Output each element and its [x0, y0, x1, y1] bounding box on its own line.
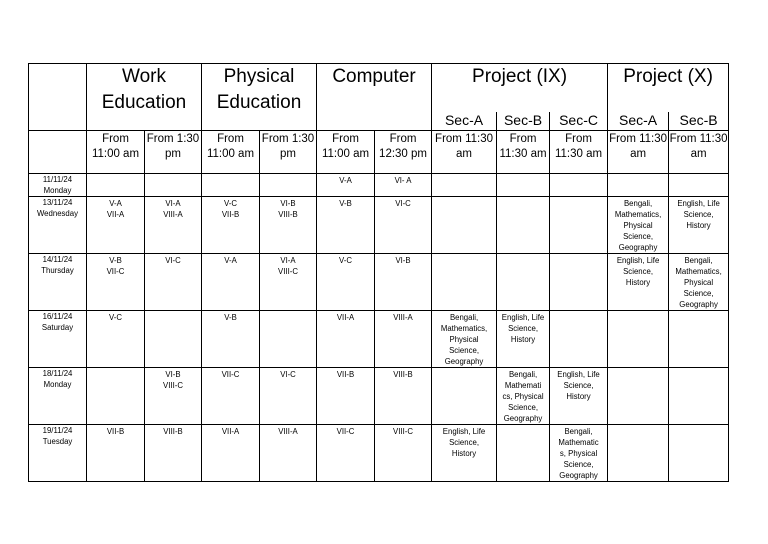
schedule-cell	[608, 197, 669, 254]
schedule-cell	[260, 197, 317, 254]
cell-line: History	[451, 449, 477, 458]
cell-line: English, Life	[616, 256, 660, 265]
cell-line: VI-C	[165, 256, 181, 265]
time-header-blank	[29, 131, 87, 174]
schedule-cell	[260, 311, 317, 368]
weekday-text: Monday	[43, 186, 72, 195]
table-row	[29, 254, 729, 311]
date-cell	[29, 254, 87, 311]
schedule-cell	[145, 311, 202, 368]
schedule-cell	[260, 425, 317, 482]
section-x-a: Sec-A	[608, 112, 669, 131]
cell-line: VIII-A	[393, 313, 413, 322]
cell-line: V-A	[109, 199, 122, 208]
cell-line: VII-A	[221, 427, 240, 436]
schedule-cell	[669, 311, 729, 368]
cell-line: V-A	[339, 176, 352, 185]
section-ix-b: Sec-B	[497, 112, 550, 131]
header-project-ix: Project (IX)	[432, 64, 608, 112]
header-computer: Computer	[317, 64, 432, 131]
date-cell	[29, 368, 87, 425]
schedule-cell	[497, 174, 550, 197]
section-ix-a: Sec-A	[432, 112, 497, 131]
schedule-cell	[202, 425, 260, 482]
cell-line: Science,	[508, 324, 538, 333]
cell-line: Physical	[684, 278, 714, 287]
cell-line: cs, Physical	[502, 392, 544, 401]
cell-line: English, Life	[557, 370, 600, 379]
date-text: 13/11/24	[42, 198, 73, 207]
time-slot-cell: From 11:00 am	[202, 131, 260, 174]
time-slot-cell: From 11:30 am	[550, 131, 608, 174]
cell-line: VIII-A	[278, 427, 298, 436]
date-text: 14/11/24	[42, 255, 73, 264]
section-x-b: Sec-B	[669, 112, 729, 131]
time-slot-cell: From 12:30 pm	[375, 131, 432, 174]
date-cell	[29, 425, 87, 482]
cell-line: V-A	[224, 256, 237, 265]
schedule-cell	[87, 368, 145, 425]
cell-line: VII-A	[336, 313, 355, 322]
time-slot-cell: From 11:30 am	[669, 131, 729, 174]
table-row	[29, 311, 729, 368]
cell-line: V-B	[339, 199, 352, 208]
schedule-cell	[550, 425, 608, 482]
schedule-cell	[432, 174, 497, 197]
header-project-x: Project (X)	[608, 64, 729, 112]
cell-line: Science,	[508, 403, 538, 412]
date-cell	[29, 197, 87, 254]
cell-line: VII-B	[221, 210, 240, 219]
schedule-cell	[497, 254, 550, 311]
cell-line: Mathematics,	[675, 267, 722, 276]
date-text: 11/11/24	[42, 175, 73, 184]
cell-line: Mathematics,	[614, 210, 662, 219]
cell-line: History	[686, 221, 711, 230]
weekday-text: Tuesday	[42, 437, 73, 446]
cell-line: Mathematics,	[440, 324, 488, 333]
time-slot-cell: From 11:00 am	[87, 131, 145, 174]
cell-line: Science,	[683, 210, 714, 219]
schedule-cell	[87, 197, 145, 254]
time-slot-cell: From 1:30 pm	[145, 131, 202, 174]
schedule-cell	[317, 368, 375, 425]
schedule-cell	[375, 368, 432, 425]
schedule-cell	[497, 368, 550, 425]
schedule-cell	[202, 174, 260, 197]
date-text: 18/11/24	[42, 369, 73, 378]
cell-line: V-C	[109, 313, 122, 322]
schedule-cell	[317, 174, 375, 197]
schedule-cell	[145, 368, 202, 425]
cell-line: Science,	[449, 346, 479, 355]
schedule-cell	[375, 174, 432, 197]
cell-line: VI-A	[280, 256, 296, 265]
header-work-education: Work Education	[87, 64, 202, 131]
schedule-cell	[317, 425, 375, 482]
schedule-cell	[202, 311, 260, 368]
schedule-cell	[317, 197, 375, 254]
schedule-cell	[375, 197, 432, 254]
cell-line: English, Life	[501, 313, 545, 322]
schedule-cell	[669, 425, 729, 482]
cell-line: Science,	[683, 289, 714, 298]
cell-line: Physical	[449, 335, 479, 344]
cell-line: V-B	[224, 313, 237, 322]
cell-line: VI-C	[280, 370, 296, 379]
schedule-cell	[608, 254, 669, 311]
cell-line: History	[510, 335, 536, 344]
cell-line: Science,	[623, 267, 654, 276]
cell-line: VII-A	[106, 210, 125, 219]
cell-line: VI-B	[395, 256, 411, 265]
schedule-cell	[608, 425, 669, 482]
cell-line: Geography	[679, 300, 718, 309]
cell-line: Bengali,	[564, 427, 593, 436]
cell-line: Geography	[503, 414, 543, 423]
table-row	[29, 368, 729, 425]
schedule-cell	[87, 425, 145, 482]
schedule-cell	[260, 174, 317, 197]
exam-schedule-table	[28, 63, 729, 482]
cell-line: English, Life	[677, 199, 720, 208]
cell-line: Science,	[623, 232, 654, 241]
cell-line: History	[625, 278, 651, 287]
schedule-cell	[375, 254, 432, 311]
schedule-cell	[375, 311, 432, 368]
cell-line: Bengali,	[449, 313, 479, 322]
schedule-cell	[145, 174, 202, 197]
cell-line: V-C	[224, 199, 237, 208]
schedule-cell	[432, 197, 497, 254]
weekday-text: Thursday	[41, 266, 74, 275]
cell-line: History	[566, 392, 591, 401]
schedule-cell	[550, 174, 608, 197]
schedule-cell	[375, 425, 432, 482]
cell-line: V-C	[339, 256, 353, 265]
cell-line: VIII-A	[163, 210, 183, 219]
schedule-cell	[550, 368, 608, 425]
weekday-text: Wednesday	[36, 209, 79, 218]
cell-line: VIII-C	[163, 381, 183, 390]
schedule-cell	[432, 368, 497, 425]
schedule-cell	[202, 368, 260, 425]
schedule-cell	[145, 425, 202, 482]
time-slot-cell: From 1:30 pm	[260, 131, 317, 174]
cell-line: Physical	[623, 221, 653, 230]
schedule-cell	[202, 254, 260, 311]
schedule-cell	[432, 254, 497, 311]
cell-line: Mathemati	[504, 381, 542, 390]
schedule-cell	[317, 311, 375, 368]
schedule-cell	[497, 311, 550, 368]
time-slot-cell: From 11:00 am	[317, 131, 375, 174]
schedule-cell	[202, 197, 260, 254]
schedule-cell	[608, 174, 669, 197]
schedule-cell	[317, 254, 375, 311]
cell-line: VI-B	[280, 199, 296, 208]
cell-line: Mathematic	[558, 438, 599, 447]
schedule-cell	[669, 368, 729, 425]
date-text: 16/11/24	[42, 312, 73, 321]
weekday-text: Monday	[43, 380, 72, 389]
weekday-text: Saturday	[41, 323, 74, 332]
cell-line: Science,	[449, 438, 479, 447]
time-slot-cell: From 11:30 am	[497, 131, 550, 174]
schedule-cell	[669, 254, 729, 311]
time-slot-cell: From 11:30 am	[608, 131, 669, 174]
cell-line: Geography	[559, 471, 598, 480]
cell-line: VIII-B	[278, 210, 298, 219]
section-ix-c: Sec-C	[550, 112, 608, 131]
cell-line: VII-B	[336, 370, 355, 379]
schedule-body	[29, 174, 729, 482]
cell-line: VII-B	[106, 427, 125, 436]
cell-line: VII-C	[336, 427, 355, 436]
table-row	[29, 425, 729, 482]
corner-cell	[29, 64, 87, 131]
cell-line: VI-A	[165, 199, 181, 208]
schedule-cell	[550, 197, 608, 254]
schedule-cell	[260, 254, 317, 311]
cell-line: VIII-C	[278, 267, 298, 276]
date-text: 19/11/24	[42, 426, 73, 435]
schedule-cell	[669, 174, 729, 197]
date-cell	[29, 174, 87, 197]
schedule-cell	[608, 368, 669, 425]
schedule-cell	[432, 311, 497, 368]
cell-line: Bengali,	[508, 370, 538, 379]
schedule-cell	[145, 197, 202, 254]
cell-line: VIII-B	[163, 427, 183, 436]
schedule-cell	[87, 254, 145, 311]
schedule-cell	[260, 368, 317, 425]
cell-line: VI-B	[165, 370, 181, 379]
cell-line: VIII-C	[393, 427, 413, 436]
cell-line: English, Life	[442, 427, 486, 436]
schedule-cell	[497, 197, 550, 254]
time-slot-cell: From 11:30 am	[432, 131, 497, 174]
cell-line: Science,	[563, 460, 594, 469]
schedule-cell	[608, 311, 669, 368]
cell-line: VII-C	[106, 267, 125, 276]
schedule-cell	[145, 254, 202, 311]
date-cell	[29, 311, 87, 368]
cell-line: VI- A	[394, 176, 412, 185]
cell-line: V-B	[109, 256, 122, 265]
schedule-cell	[87, 311, 145, 368]
cell-line: VII-C	[221, 370, 240, 379]
header-physical-education: Physical Education	[202, 64, 317, 131]
cell-line: VIII-B	[393, 370, 413, 379]
schedule-cell	[432, 425, 497, 482]
table-row	[29, 174, 729, 197]
schedule-cell	[550, 254, 608, 311]
cell-line: Bengali,	[684, 256, 713, 265]
schedule-cell	[87, 174, 145, 197]
cell-line: Geography	[618, 243, 658, 252]
schedule-cell	[550, 311, 608, 368]
cell-line: Geography	[444, 357, 484, 366]
schedule-cell	[497, 425, 550, 482]
cell-line: VI-C	[395, 199, 411, 208]
cell-line: Bengali,	[623, 199, 653, 208]
schedule-cell	[669, 197, 729, 254]
cell-line: s, Physical	[559, 449, 598, 458]
cell-line: Science,	[563, 381, 594, 390]
table-row	[29, 197, 729, 254]
